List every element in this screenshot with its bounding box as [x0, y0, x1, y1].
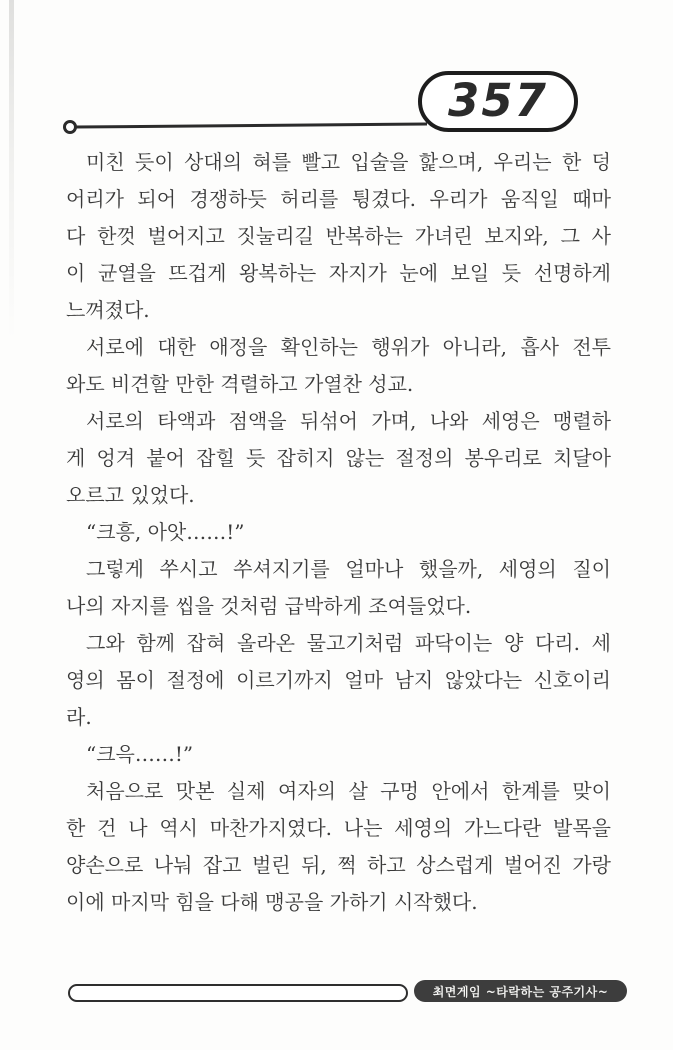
text-line: 느껴졌다.	[66, 298, 150, 322]
text-line: 게 엉겨 붙어 잡힐 듯 잡히지 않는 절정의 봉우리로 치달아	[66, 446, 611, 470]
footer-blank-box	[68, 984, 408, 1002]
text-line: 나의 자지를 씹을 것처럼 급박하게 조여들었다.	[66, 594, 472, 618]
text-line: 와도 비견할 만한 격렬하고 가열찬 성교.	[66, 372, 414, 396]
text-line: 그와 함께 잡혀 올라온 물고기처럼 파닥이는 양 다리. 세	[86, 631, 611, 655]
text-line: 어리가 되어 경쟁하듯 허리를 튕겼다. 우리가 움직일 때마	[66, 187, 611, 211]
book-title: 최면게임 ~타락하는 공주기사~	[432, 984, 609, 999]
paragraph	[66, 403, 611, 514]
text-line: 서로의 타액과 점액을 뒤섞어 가며, 나와 세영은 맹렬하	[86, 409, 611, 433]
text-line: “크윽……!”	[86, 742, 194, 766]
text-line: 다 한껏 벌어지고 짓눌리길 반복하는 가녀린 보지와, 그 사	[66, 224, 611, 248]
text-line: 이에 마지막 힘을 다해 맹공을 가하기 시작했다.	[66, 890, 478, 914]
footer-title-badge	[414, 980, 627, 1002]
page-number-badge	[418, 71, 578, 132]
text-line: 양손으로 나눠 잡고 벌린 뒤, 쩍 하고 상스럽게 벌어진 가랑	[66, 853, 611, 877]
text-line: 미친 듯이 상대의 혀를 빨고 입술을 핥으며, 우리는 한 덩	[86, 150, 611, 174]
header-rule-line	[75, 122, 427, 128]
page-number: 357	[448, 74, 548, 127]
paragraph	[66, 329, 611, 403]
body-text	[66, 144, 611, 921]
text-line: “크흥, 아앗……!”	[86, 520, 245, 544]
paragraph	[66, 773, 611, 921]
text-line: 이 균열을 뜨겁게 왕복하는 자지가 눈에 보일 듯 선명하게	[66, 261, 611, 285]
paragraph	[66, 551, 611, 625]
paragraph	[66, 514, 611, 551]
text-line: 서로에 대한 애정을 확인하는 행위가 아니라, 흡사 전투	[86, 335, 611, 359]
paragraph	[66, 736, 611, 773]
text-line: 그렇게 쑤시고 쑤셔지기를 얼마나 했을까, 세영의 질이	[86, 557, 611, 581]
paragraph	[66, 144, 611, 329]
text-line: 오르고 있었다.	[66, 483, 195, 507]
paragraph	[66, 625, 611, 736]
text-line: 한 건 나 역시 마찬가지였다. 나는 세영의 가느다란 발목을	[66, 816, 611, 840]
text-line: 처음으로 맛본 실제 여자의 살 구멍 안에서 한계를 맞이	[86, 779, 611, 803]
text-line: 영의 몸이 절정에 이르기까지 얼마 남지 않았다는 신호이리	[66, 668, 611, 692]
text-line: 라.	[66, 705, 92, 729]
scan-artifact-strip	[9, 0, 14, 340]
